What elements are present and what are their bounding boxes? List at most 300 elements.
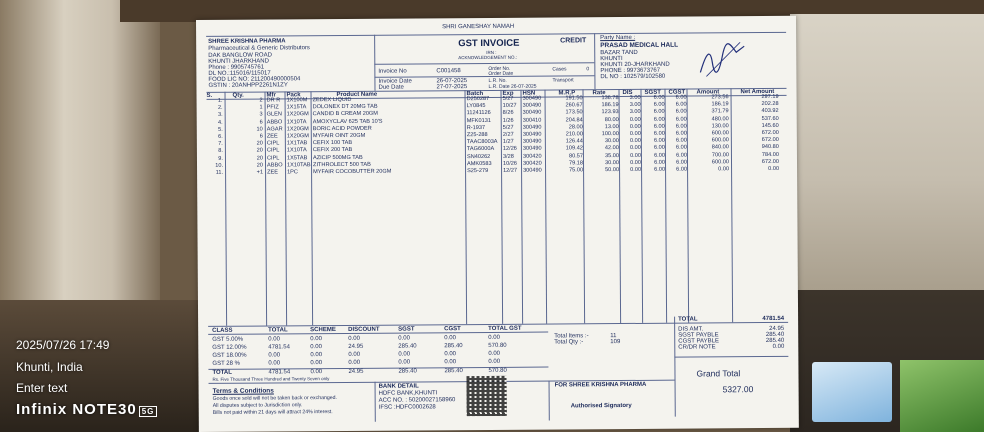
seller-dl: DL NO.:115016/115017 bbox=[208, 70, 271, 77]
cell-dis: 3.00 bbox=[629, 94, 641, 101]
cell-rate: 13.00 bbox=[604, 123, 619, 130]
party-dl: DL NO : 102579/102580 bbox=[600, 73, 666, 81]
device-badge: 5G bbox=[139, 406, 158, 417]
total-qty-label: Total Qty :- bbox=[554, 339, 584, 346]
column-header: Batch bbox=[466, 90, 484, 98]
col-mrp bbox=[547, 95, 584, 174]
cell-rate: 186.19 bbox=[601, 102, 619, 109]
column-header: Exp bbox=[502, 90, 514, 97]
summary-cell-cls: GST 12.00% bbox=[212, 344, 247, 351]
summary-total-scheme: 0.00 bbox=[310, 369, 323, 376]
cell-qty: 20 bbox=[256, 162, 264, 169]
party-phone: PHONE : 9973673767 bbox=[600, 67, 661, 75]
cell-name: AZICIP 500MG TAB bbox=[312, 154, 363, 161]
cell-mfr: ABBO bbox=[266, 162, 283, 169]
cell-rate: 30.00 bbox=[604, 159, 620, 166]
cell-hsn: 300420 bbox=[522, 160, 542, 167]
cell-mrp: 210.00 bbox=[565, 131, 583, 138]
invoice-blessing: SHRI GANESHAY NAMAH bbox=[442, 23, 515, 31]
summary-cell-gst: 570.80 bbox=[488, 342, 507, 349]
column-header: Mfr bbox=[266, 92, 276, 99]
dis-amt-label: DIS AMT. bbox=[678, 326, 704, 333]
summary-column-header: CGST bbox=[444, 326, 461, 333]
cell-dis: 0.00 bbox=[629, 123, 641, 130]
cell-hsn: 300490 bbox=[522, 138, 542, 145]
cell-rate: 100.00 bbox=[601, 131, 619, 138]
photo-enter-text: Enter text bbox=[16, 381, 68, 395]
invoice-irn: IRN : bbox=[486, 49, 497, 55]
summary-cell-scheme: 0.00 bbox=[310, 336, 322, 343]
cell-cgst: 6.00 bbox=[675, 130, 687, 137]
cell-mrp: 79.18 bbox=[568, 160, 584, 167]
party-address-3: KHUNTI 20-JHARKHAND bbox=[600, 61, 670, 69]
invoice-ack: ACKNOWLEDGEMENT NO.: bbox=[458, 54, 517, 61]
amount-in-words: Rs. Five Thousand Three Hundred and Twenty Seven only bbox=[212, 376, 330, 382]
cell-cgst: 6.00 bbox=[676, 166, 688, 173]
seller-gstin: GSTIN : 20ANHPP2261N1ZY bbox=[208, 82, 288, 89]
cell-pack: 1X20GM bbox=[286, 111, 309, 118]
col-net bbox=[733, 94, 780, 174]
cell-s: 9. bbox=[218, 155, 223, 162]
cell-sgst: 6.00 bbox=[653, 130, 665, 137]
cell-batch: R-1937 bbox=[466, 124, 486, 131]
cell-net: 672.00 bbox=[761, 158, 780, 165]
cell-qty: 20 bbox=[256, 147, 263, 155]
col-dis bbox=[621, 95, 642, 174]
summary-cell-cls: GST 28 % bbox=[212, 360, 240, 367]
bank-title: BANK DETAIL bbox=[378, 383, 419, 390]
cell-batch: S25-279 bbox=[467, 167, 489, 175]
col-mfr bbox=[267, 97, 283, 176]
cases-value: 0 bbox=[586, 66, 590, 73]
cell-dis: 3.00 bbox=[629, 109, 641, 116]
summary-cell-cls: GST 18.00% bbox=[212, 352, 247, 359]
column-header: CGST bbox=[668, 89, 686, 96]
cell-batch: LY0845 bbox=[466, 103, 486, 110]
seller-food-license: FOOD LIC NO: 211200490000504 bbox=[208, 76, 301, 83]
summary-cell-discount: 24.95 bbox=[348, 343, 364, 350]
summary-cell-sgst: 0.00 bbox=[398, 359, 411, 366]
order-no-label: Order No. bbox=[488, 65, 511, 72]
cell-net: 537.60 bbox=[761, 115, 779, 122]
cgst-payable-label: CGST PAYBLE bbox=[678, 338, 719, 345]
cell-pack: 1X5TAB bbox=[286, 154, 308, 161]
lr-date-label: L.R. Date 26-07-2025 bbox=[488, 83, 537, 90]
cell-net: 672.00 bbox=[761, 137, 779, 144]
cell-mfr: ZEE bbox=[266, 133, 278, 140]
summary-cell-cgst: 285.40 bbox=[444, 343, 463, 350]
cell-cgst: 6.00 bbox=[675, 116, 687, 123]
cell-amount: 130.00 bbox=[711, 123, 729, 130]
col-sgst bbox=[643, 95, 666, 174]
cell-mrp: 126.44 bbox=[565, 138, 583, 145]
cell-exp: 12/26 bbox=[502, 146, 517, 153]
cell-pack: 1X100M bbox=[286, 97, 308, 104]
authorised-signatory: Authorised Signatory bbox=[570, 402, 632, 410]
cell-pack: 1X1TAB bbox=[286, 140, 308, 147]
grand-total-label: Grand Total bbox=[696, 368, 741, 379]
summary-total-gst: 570.80 bbox=[488, 367, 507, 374]
col-name bbox=[313, 97, 392, 177]
cell-pack: 1X10TA bbox=[286, 147, 307, 154]
cell-name: DOLONEX DT 20MG TAB bbox=[312, 103, 378, 111]
cell-net: 672.00 bbox=[761, 129, 779, 137]
cell-net: 297.19 bbox=[761, 93, 779, 101]
cell-exp: 2/27 bbox=[502, 131, 514, 138]
cell-qty: 20 bbox=[256, 140, 263, 147]
totals-value: 4781.54 bbox=[762, 315, 785, 323]
totals-label: TOTAL bbox=[678, 316, 698, 323]
cell-exp: 12/27 bbox=[503, 167, 518, 174]
cell-exp: 10/26 bbox=[502, 160, 518, 167]
terms-title: Terms & Conditions bbox=[212, 387, 274, 395]
col-exp bbox=[503, 96, 518, 175]
summary-cell-total: 0.00 bbox=[268, 336, 280, 343]
summary-cell-total: 0.00 bbox=[268, 352, 281, 359]
cell-net: 0.00 bbox=[768, 165, 780, 173]
cell-pack: 1X15TA bbox=[286, 104, 307, 111]
cell-name: MYFAIR COCOBUTTER 20GM bbox=[313, 168, 392, 176]
cell-hsn: 300490 bbox=[522, 124, 542, 131]
summary-column-header: DISCOUNT bbox=[348, 326, 380, 333]
total-qty: 109 bbox=[610, 339, 621, 346]
cell-pack: 1PC bbox=[287, 169, 298, 176]
cell-dis: 0.00 bbox=[630, 166, 642, 174]
cell-amount: 480.00 bbox=[711, 115, 729, 123]
cell-mfr: GLEN bbox=[266, 111, 282, 118]
cell-amount: 186.19 bbox=[711, 101, 729, 108]
column-header: Product Name bbox=[336, 91, 378, 99]
cell-dis: 0.00 bbox=[630, 152, 641, 159]
cell-mrp: 75.00 bbox=[569, 167, 584, 174]
column-header: S. bbox=[206, 92, 213, 99]
invoice-no-label: Invoice No bbox=[378, 68, 407, 75]
col-hsn bbox=[523, 96, 542, 175]
cell-sgst: 6.00 bbox=[653, 123, 665, 130]
cell-mrp: 173.50 bbox=[565, 109, 583, 116]
summary-cell-scheme: 0.00 bbox=[310, 352, 323, 359]
column-header: HSN bbox=[522, 90, 536, 97]
medicine-box-green bbox=[900, 360, 984, 432]
column-header: Rate bbox=[592, 90, 606, 97]
cell-batch: TAAC8003A bbox=[466, 139, 498, 146]
cell-qty: 3 bbox=[259, 111, 263, 118]
cell-sgst: 6.00 bbox=[653, 109, 665, 116]
cell-name: BORIC ACID POWDER bbox=[312, 125, 372, 132]
cell-exp: 8/26 bbox=[502, 110, 514, 117]
cell-hsn: 300490 bbox=[523, 167, 542, 174]
column-header: Net Amount bbox=[740, 88, 775, 96]
cell-cgst: 6.00 bbox=[675, 101, 687, 108]
summary-total-label: TOTAL bbox=[212, 369, 232, 376]
cell-mfr: CIPL bbox=[266, 147, 280, 154]
cell-sgst: 6.00 bbox=[654, 159, 666, 166]
for-company-label: FOR SHREE KRISHNA PHARMA bbox=[554, 381, 647, 389]
summary-cell-discount: 0.00 bbox=[348, 359, 361, 366]
summary-column-header: TOTAL GST bbox=[488, 325, 522, 332]
summary-cell-total: 0.00 bbox=[268, 360, 281, 367]
dis-amt-value: 24.95 bbox=[769, 325, 785, 333]
cell-exp: 5/27 bbox=[502, 124, 514, 131]
cell-net: 145.60 bbox=[761, 122, 779, 129]
column-header: Qty. bbox=[232, 92, 244, 99]
cell-rate: 136.78 bbox=[601, 95, 619, 102]
cell-batch: MFK0131 bbox=[466, 117, 491, 124]
cell-qty: 6 bbox=[259, 119, 263, 126]
cell-rate: 50.00 bbox=[605, 167, 620, 174]
cell-amount: 600.00 bbox=[711, 159, 730, 166]
cell-amount: 273.56 bbox=[711, 94, 729, 101]
cell-dis: 0.00 bbox=[629, 130, 641, 137]
cell-s: 6. bbox=[218, 133, 223, 140]
party-address-2: KHUNTI bbox=[600, 56, 623, 63]
cell-s: 3. bbox=[217, 112, 223, 119]
summary-cell-sgst: 285.40 bbox=[398, 343, 417, 350]
cell-sgst: 6.00 bbox=[653, 94, 665, 101]
cell-dis: 0.00 bbox=[630, 159, 642, 166]
invoice-no: C001458 bbox=[436, 68, 461, 75]
cell-net: 940.80 bbox=[761, 144, 779, 151]
cell-qty: 20 bbox=[256, 155, 263, 162]
party-name: PRASAD MEDICAL HALL bbox=[600, 41, 679, 50]
summary-cell-cgst: 0.00 bbox=[444, 335, 456, 342]
device-name: Infinix NOTE30 bbox=[16, 401, 137, 418]
summary-cell-gst: 0.00 bbox=[488, 350, 501, 357]
cell-sgst: 6.00 bbox=[654, 166, 666, 173]
cgst-payable-value: 285.40 bbox=[765, 337, 785, 345]
invoice-date: 26-07-2025 bbox=[436, 78, 468, 85]
cell-cgst: 6.00 bbox=[675, 108, 687, 116]
cell-mfr: CIPL bbox=[266, 140, 280, 147]
cell-hsn: 300490 bbox=[522, 131, 542, 138]
cell-qty: 1 bbox=[259, 104, 263, 111]
cell-cgst: 6.00 bbox=[676, 152, 687, 159]
cell-amount: 0.00 bbox=[718, 166, 730, 173]
cell-mfr: ZEE bbox=[267, 169, 278, 176]
background-wood-right bbox=[790, 14, 984, 290]
device-watermark bbox=[16, 401, 157, 418]
summary-cell-discount: 0.00 bbox=[348, 351, 361, 358]
photo-datetime: 2025/07/26 17:49 bbox=[16, 338, 110, 352]
cell-batch: AMK0583 bbox=[466, 160, 492, 167]
cell-name: AMOXYCLAV 625 TAB 10'S bbox=[312, 118, 383, 125]
col-cgst bbox=[667, 95, 688, 174]
invoice-credit: CREDIT bbox=[560, 37, 587, 45]
cell-name: CEFIX 200 TAB bbox=[312, 147, 353, 154]
summary-total-discount: 24.95 bbox=[348, 368, 364, 375]
cell-sgst: 6.00 bbox=[653, 116, 665, 123]
cell-rate: 35.00 bbox=[604, 152, 619, 159]
payment-qr-code bbox=[466, 376, 506, 416]
crdr-note-label: CR/DR NOTE bbox=[678, 344, 716, 351]
cell-mfr: CIPL bbox=[266, 155, 280, 162]
cell-batch: SN40262 bbox=[466, 153, 491, 160]
transport-label: Transport bbox=[552, 77, 574, 84]
cell-net: 784.00 bbox=[761, 151, 779, 158]
cell-batch: Z25-288 bbox=[466, 131, 488, 139]
cell-mfr: PFIZ bbox=[266, 104, 279, 111]
due-date: 27-07-2025 bbox=[436, 84, 468, 91]
cell-name: CEFIX 100 TAB bbox=[312, 140, 353, 147]
cell-s: 4. bbox=[218, 119, 223, 126]
bank-ifsc: IFSC :HDFC0002628 bbox=[378, 404, 436, 411]
summary-cell-cls: GST 5.00% bbox=[212, 336, 244, 343]
cell-hsn: 300490 bbox=[522, 109, 542, 117]
cell-mfr: DR R bbox=[266, 97, 281, 104]
cell-rate: 42.00 bbox=[604, 145, 619, 152]
cell-amount: 700.00 bbox=[711, 151, 729, 159]
cell-dis: 0.00 bbox=[629, 116, 641, 123]
col-rate bbox=[585, 95, 620, 174]
col-qty bbox=[227, 98, 264, 177]
cell-hsn: 300490 bbox=[522, 146, 542, 153]
cell-hsn: 300420 bbox=[522, 153, 542, 160]
summary-column-header: SGST bbox=[398, 326, 415, 333]
total-items: 11 bbox=[610, 333, 617, 340]
cell-qty: +1 bbox=[256, 169, 264, 176]
cell-pack: 1X20GM bbox=[286, 126, 309, 133]
cell-pack: 1X10TAB bbox=[286, 162, 311, 169]
cell-exp: 10/27 bbox=[502, 102, 517, 110]
cell-mfr: AGAR bbox=[266, 126, 283, 133]
seller-address-1: DAK BANGLOW ROAD bbox=[208, 52, 272, 59]
seller-tagline: Pharmaceutical & Generic Distributors bbox=[208, 45, 310, 52]
summary-cell-gst: 0.00 bbox=[488, 358, 501, 365]
cell-sgst: 6.00 bbox=[653, 101, 665, 109]
summary-cell-scheme: 0.00 bbox=[310, 344, 322, 351]
order-date-label: Order Date bbox=[488, 70, 514, 77]
summary-cell-sgst: 0.00 bbox=[398, 335, 410, 342]
seller-phone: Phone : 9905745761 bbox=[208, 64, 265, 71]
cases-label: Cases bbox=[552, 66, 567, 73]
col-batch bbox=[467, 96, 498, 175]
crdr-note-value: 0.00 bbox=[772, 343, 785, 350]
cell-pack: 1X10TA bbox=[286, 118, 307, 125]
cell-pack: 1X20GM bbox=[286, 133, 309, 140]
bank-account: ACC NO. : 50200027158960 bbox=[378, 397, 456, 404]
cell-rate: 80.00 bbox=[604, 116, 619, 123]
cell-amount: 600.00 bbox=[711, 137, 729, 144]
cell-exp: 3/28 bbox=[502, 153, 514, 160]
cell-net: 202.28 bbox=[761, 101, 779, 108]
summary-cell-total: 4781.54 bbox=[268, 344, 291, 351]
cell-s: 8. bbox=[218, 148, 223, 155]
cell-dis: 0.00 bbox=[629, 145, 641, 152]
cell-cgst: 6.00 bbox=[675, 137, 687, 144]
cell-mrp: 80.57 bbox=[568, 152, 583, 160]
column-header: Pack bbox=[286, 92, 301, 99]
summary-cell-discount: 0.00 bbox=[348, 335, 360, 342]
cell-s: 1. bbox=[217, 97, 223, 104]
due-date-label: Due Date bbox=[378, 84, 404, 91]
cell-net: 403.92 bbox=[761, 108, 779, 115]
cell-amount: 371.79 bbox=[711, 108, 729, 115]
summary-column-header: CLASS bbox=[212, 327, 233, 334]
cell-hsn: 300490 bbox=[522, 102, 542, 109]
lr-no-label: L.R. No. bbox=[488, 77, 507, 84]
invoice-paper bbox=[196, 16, 799, 432]
cell-cgst: 6.00 bbox=[675, 94, 687, 101]
col-sno bbox=[207, 98, 224, 177]
cell-exp: 1/26 bbox=[502, 117, 514, 124]
cell-dis: 0.00 bbox=[629, 138, 641, 145]
invoice-title: GST INVOICE bbox=[458, 37, 520, 50]
cell-s: 5. bbox=[218, 126, 223, 133]
col-pack bbox=[287, 97, 311, 176]
summary-total-total: 4781.54 bbox=[268, 369, 291, 376]
terms-line-1: Goods once sold will not be taken back or exchanged. bbox=[212, 395, 337, 402]
cell-mrp: 109.42 bbox=[565, 145, 583, 152]
cell-batch: 11241126 bbox=[466, 110, 491, 117]
party-label: Party Name : bbox=[600, 34, 636, 42]
photo-location: Khunti, India bbox=[16, 360, 83, 374]
cell-sgst: 6.00 bbox=[654, 152, 665, 159]
cell-rate: 123.93 bbox=[601, 109, 619, 116]
cell-qty: 6 bbox=[259, 133, 263, 140]
summary-cell-sgst: 0.00 bbox=[398, 351, 411, 358]
summary-total-sgst: 285.40 bbox=[398, 368, 417, 375]
cell-hsn: 300490 bbox=[522, 95, 542, 102]
cell-sgst: 6.00 bbox=[653, 145, 665, 152]
cell-mrp: 260.67 bbox=[565, 102, 583, 109]
seller-address-2: KHUNTI JHARKHAND bbox=[208, 58, 269, 65]
medicine-box-blue bbox=[812, 362, 892, 422]
cell-dis: 3.00 bbox=[629, 102, 641, 109]
summary-cell-scheme: 0.00 bbox=[310, 360, 323, 367]
cell-name: ZITHROLECT 500 TAB bbox=[312, 161, 371, 169]
summary-cell-cgst: 0.00 bbox=[444, 359, 457, 366]
sgst-payable-label: SGST PAYBLE bbox=[678, 332, 719, 339]
column-header: M.R.P bbox=[558, 90, 576, 97]
cell-qty: 2 bbox=[259, 97, 263, 104]
column-header: Amount bbox=[696, 89, 720, 96]
total-items-label: Total Items :- bbox=[554, 333, 589, 340]
terms-line-2: All disputes subject to Jurisdiction only. bbox=[212, 402, 303, 409]
cell-cgst: 6.00 bbox=[675, 144, 687, 152]
cell-s: 10. bbox=[215, 162, 224, 169]
cell-mfr: ABBO bbox=[266, 119, 283, 126]
cell-exp: 1/27 bbox=[502, 139, 514, 146]
cell-cgst: 6.00 bbox=[676, 159, 688, 166]
cell-cgst: 6.00 bbox=[675, 123, 687, 130]
invoice-date-label: Invoice Date bbox=[378, 78, 412, 85]
party-address-1: BAZAR TAND bbox=[600, 49, 638, 57]
cell-amount: 840.00 bbox=[711, 144, 729, 151]
terms-line-3: Bills not paid within 21 days will attract 24% interest. bbox=[212, 409, 333, 416]
cell-mrp: 28.00 bbox=[568, 124, 583, 131]
cell-name: CANDID B CREAM 20GM bbox=[312, 111, 378, 118]
cell-s: 11. bbox=[215, 169, 224, 176]
cell-qty: 10 bbox=[256, 126, 263, 133]
cell-s: 7. bbox=[218, 141, 223, 148]
cell-amount: 600.00 bbox=[711, 130, 729, 137]
cell-exp: 5/27 bbox=[502, 95, 514, 102]
cell-sgst: 6.00 bbox=[653, 137, 665, 145]
summary-total-cgst: 285.40 bbox=[444, 368, 463, 375]
handwritten-signature bbox=[696, 42, 746, 78]
cell-batch: TAG6000A bbox=[466, 146, 495, 153]
cell-hsn: 300410 bbox=[522, 117, 542, 124]
grand-total-value: 5327.00 bbox=[722, 384, 754, 395]
sgst-payable-value: 285.40 bbox=[765, 331, 785, 339]
cell-name: ZEDEX LIQUID bbox=[312, 96, 352, 104]
summary-column-header: TOTAL bbox=[268, 327, 288, 334]
column-header: SGST bbox=[644, 89, 661, 96]
seller-name: SHREE KRISHNA PHARMA bbox=[208, 38, 286, 45]
cell-mrp: 204.84 bbox=[565, 116, 583, 124]
col-amount bbox=[689, 94, 730, 174]
cell-mrp: 191.50 bbox=[565, 95, 583, 102]
